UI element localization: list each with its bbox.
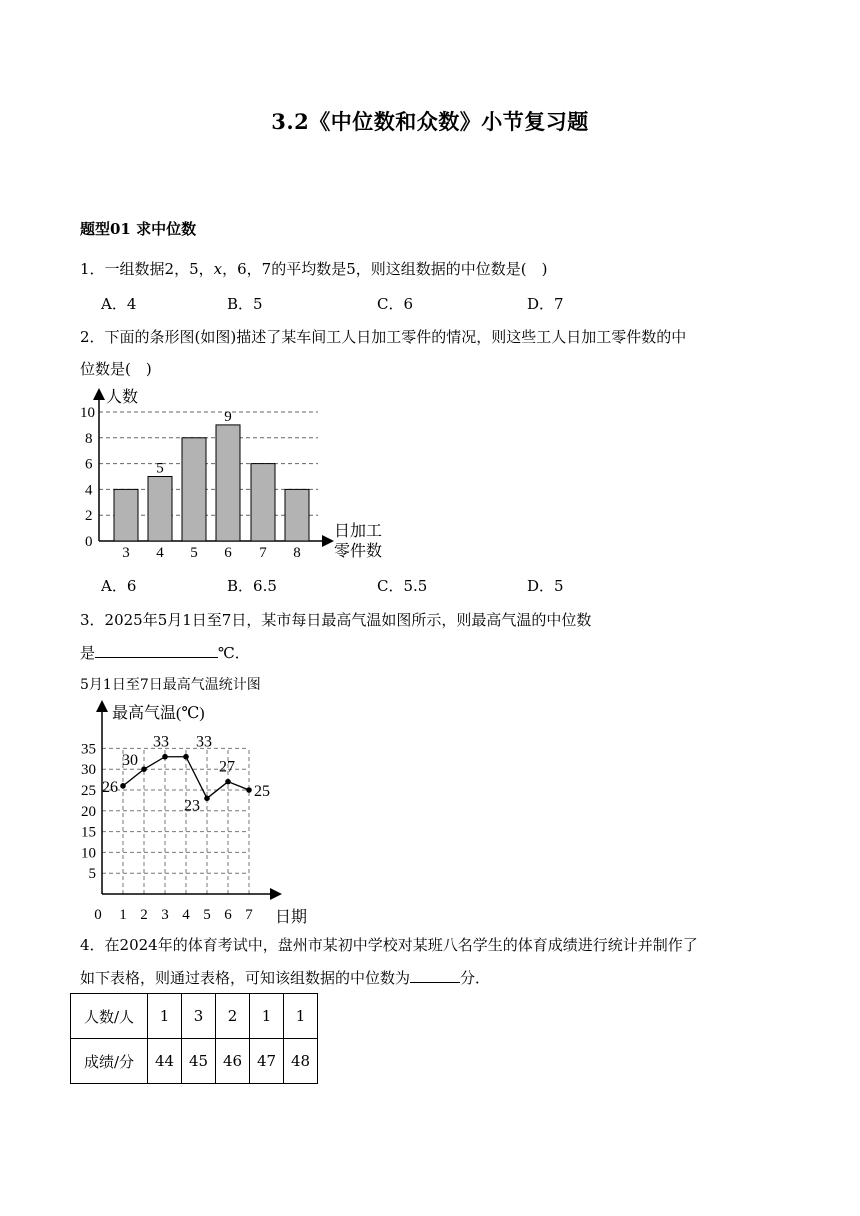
line-chart-x-tick: 5 — [203, 907, 211, 923]
question-1-stem — [80, 258, 547, 279]
bar-chart-x-tick: 8 — [293, 545, 301, 561]
q1-option-a[interactable]: A．4 — [101, 295, 137, 313]
section-heading: 题型01 求中位数 — [80, 220, 197, 238]
temperature-data-label: 33 — [153, 733, 169, 751]
temperature-point — [225, 779, 231, 785]
table-cell: 45 — [182, 1039, 216, 1084]
bar-chart-x-tick: 3 — [122, 545, 130, 561]
temperature-data-label: 27 — [219, 758, 235, 776]
line-chart-x-tick: 4 — [182, 907, 190, 923]
score-table — [70, 993, 318, 1084]
table-cell: 1 — [148, 994, 182, 1039]
bar-chart-x-label-line-1: 日加工 — [334, 523, 383, 540]
line-chart-x-tick: 0 — [94, 907, 102, 923]
table-row — [71, 994, 318, 1039]
line-chart-y-tick: 5 — [88, 866, 96, 883]
bar-chart-y-tick: 0 — [85, 534, 93, 550]
bar-chart-x-tick: 6 — [224, 545, 232, 561]
line-chart-y-tick: 25 — [81, 783, 96, 799]
bar-chart-x-label-line-2: 零件数 — [334, 543, 383, 560]
line-chart — [78, 698, 348, 930]
temperature-point — [141, 766, 147, 772]
line-chart-y-label: 最高气温(℃) — [112, 705, 205, 722]
temperature-point — [162, 754, 168, 760]
q4-text-a: 如下表格，则通过表格，可知该组数据的中位数为 — [80, 969, 411, 987]
temperature-data-label: 25 — [254, 783, 270, 800]
temperature-data-label: 33 — [196, 733, 212, 751]
bar-5 — [182, 438, 206, 541]
q2-option-d[interactable]: D．5 — [527, 577, 564, 595]
line-chart-y-tick: 30 — [81, 762, 96, 779]
line-chart-y-tick: 10 — [81, 845, 96, 862]
line-chart-y-tick: 35 — [81, 741, 96, 758]
bar-chart-x-tick: 5 — [190, 545, 198, 561]
table-cell: 47 — [250, 1039, 284, 1084]
q3-answer-blank[interactable] — [95, 643, 218, 658]
bar-chart-y-tick: 8 — [85, 430, 93, 447]
q1-option-d[interactable]: D．7 — [527, 295, 564, 313]
table-cell: 2 — [216, 994, 250, 1039]
q3-text-a: 是 — [80, 644, 96, 662]
bar-chart-y-tick: 4 — [85, 482, 93, 499]
line-chart-y-tick: 20 — [81, 803, 96, 820]
table-cell: 1 — [250, 994, 284, 1039]
question-3-line-2 — [80, 642, 250, 663]
bar-6 — [216, 425, 240, 541]
table-cell: 44 — [148, 1039, 182, 1084]
line-chart-x-label: 日期 — [275, 909, 308, 926]
bar-data-label: 9 — [224, 408, 232, 425]
temperature-data-label: 23 — [184, 797, 200, 815]
line-chart-x-tick: 2 — [140, 907, 148, 923]
q4-text-b: 分． — [460, 969, 491, 987]
bar-4 — [148, 477, 172, 542]
bar-chart — [78, 384, 398, 564]
question-4-line-1: 4．在2024年的体育考试中，盘州市某初中学校对某班八名学生的体育成绩进行统计并制作了 — [80, 936, 698, 954]
temperature-data-label: 26 — [102, 778, 118, 796]
question-2-line-1: 2．下面的条形图(如图)描述了某车间工人日加工零件的情况，则这些工人日加工零件数的中 — [80, 328, 687, 346]
temperature-point — [204, 796, 210, 802]
line-chart-x-tick: 1 — [119, 907, 127, 923]
question-4-line-2 — [80, 967, 490, 988]
q2-option-c[interactable]: C．5.5 — [377, 577, 428, 595]
line-chart-x-tick: 3 — [161, 907, 169, 923]
q2-option-b[interactable]: B．6.5 — [227, 577, 277, 595]
bar-7 — [251, 464, 275, 541]
bar-8 — [285, 489, 309, 541]
question-2-line-2: 位数是( ) — [80, 360, 152, 378]
bar-chart-y-label: 人数 — [106, 389, 139, 406]
bar-chart-y-tick: 10 — [80, 405, 95, 421]
q1-option-b[interactable]: B．5 — [227, 295, 263, 313]
bar-chart-x-tick: 4 — [156, 545, 164, 561]
q2-option-a[interactable]: A．6 — [101, 577, 137, 595]
line-chart-x-tick: 7 — [245, 907, 253, 923]
q1-variable: x — [213, 260, 223, 278]
table-cell: 48 — [284, 1039, 318, 1084]
bar-data-label: 5 — [156, 460, 164, 477]
question-3-line-1: 3．2025年5月1日至7日，某市每日最高气温如图所示，则最高气温的中位数 — [80, 611, 592, 629]
line-chart-caption: 5月1日至7日最高气温统计图 — [80, 677, 261, 693]
temperature-point — [246, 787, 252, 793]
q4-answer-blank[interactable] — [410, 968, 460, 983]
q1-option-c[interactable]: C．6 — [377, 295, 414, 313]
bar-3 — [114, 489, 138, 541]
bar-chart-y-tick: 6 — [85, 456, 93, 473]
table-row — [71, 1039, 318, 1084]
page-title: 3.2《中位数和众数》小节复习题 — [271, 109, 589, 134]
temperature-data-label: 30 — [122, 752, 138, 770]
table-cell: 1 — [284, 994, 318, 1039]
table-cell: 46 — [216, 1039, 250, 1084]
q1-text-a: 1．一组数据2，5， — [80, 260, 214, 278]
table-row-label: 人数/人 — [71, 994, 148, 1039]
table-row-label: 成绩/分 — [71, 1039, 148, 1084]
table-cell: 3 — [182, 994, 216, 1039]
bar-chart-x-tick: 7 — [259, 545, 267, 561]
temperature-point — [183, 754, 189, 760]
temperature-point — [120, 783, 126, 789]
q1-text-b: ，6，7的平均数是5，则这组数据的中位数是( ) — [222, 260, 548, 278]
bar-chart-y-tick: 2 — [85, 508, 93, 525]
line-chart-y-tick: 15 — [81, 824, 96, 841]
line-chart-x-tick: 6 — [224, 907, 232, 923]
q3-text-b: ℃． — [218, 644, 250, 662]
